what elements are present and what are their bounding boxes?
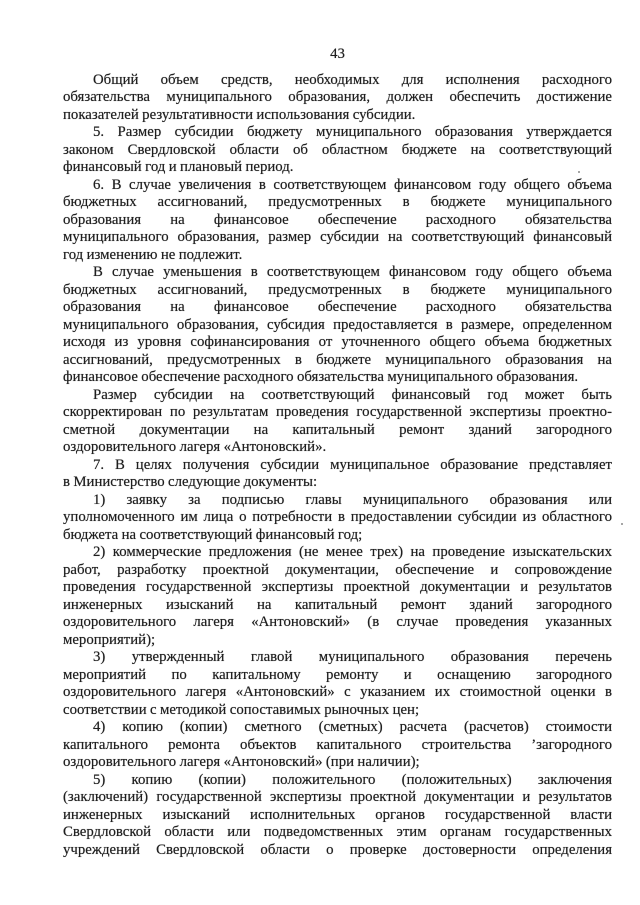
text-line: муниципального образования, размер субсидии на соответствующий финансовый	[63, 229, 612, 245]
paragraph	[63, 492, 612, 545]
text-line: исходя из уровня софинансирования от уточненного общего объема бюджетных	[63, 334, 612, 350]
document-body	[63, 72, 612, 860]
page-number: 43	[330, 46, 345, 62]
text-line: работ, разработку проектной документации, обеспечение и сопровождение	[63, 561, 612, 578]
text-line: муниципального образования, субсидия предоставляется в размере, определенном	[63, 316, 612, 333]
text-line: 6. В случае увеличения в соответствующем финансовом году общего объема	[93, 176, 612, 193]
text-line: В случае уменьшения в соответствующем финансовом году общего объема	[93, 264, 612, 280]
paragraph	[63, 772, 612, 860]
text-line: (заключений) государственной экспертизы проектной документации и результатов	[63, 789, 612, 805]
text-line: финансовое обеспечение расходного обязательства муниципального образования.	[63, 369, 579, 385]
text-line: показателей результативности использования субсидии.	[63, 106, 416, 123]
scan-speck	[578, 171, 580, 173]
text-line: 3) утвержденный главой муниципального образования перечень	[93, 649, 612, 665]
paragraph	[63, 544, 612, 649]
text-line: мероприятий по капитальному ремонту и оснащению загородного	[63, 666, 612, 683]
text-line: год изменению не подлежит.	[63, 246, 243, 263]
text-line: образования на финансовое обеспечение расходного обязательства	[63, 299, 612, 315]
text-line: оздоровительного лагеря «Антоновский».	[63, 439, 327, 455]
text-block	[63, 46, 612, 859]
text-line: 1) заявку за подписью главы муниципального образования или	[93, 491, 612, 508]
scan-speck	[621, 523, 623, 525]
text-line: оздоровительного лагеря «Антоновский» с указанием их стоимостной оценки в	[63, 684, 612, 700]
text-line: Общий объем средств, необходимых для исполнения расходного	[93, 71, 612, 88]
text-line: в Министерство следующие документы:	[63, 474, 318, 490]
paragraph	[63, 457, 612, 492]
text-line: оздоровительного лагеря «Антоновский» (в случае проведения указанных	[63, 614, 612, 630]
text-line: соответствии с методикой сопоставимых рыночных цен;	[63, 701, 420, 718]
text-line: инженерных изысканий исполнительных органов государственной власти	[63, 806, 612, 823]
text-line: 5. Размер субсидии бюджету муниципального образования утверждается	[93, 124, 612, 140]
text-line: 4) копию (копии) сметного (сметных) расчета (расчетов) стоимости	[93, 719, 612, 735]
paragraph	[63, 264, 612, 387]
text-line: бюджетных ассигнований, предусмотренных в бюджете муниципального	[63, 281, 612, 298]
text-line: 7. В целях получения субсидии муниципальное образование представляет	[93, 456, 612, 473]
paragraph	[63, 177, 612, 265]
text-line: бюджета на соответствующий финансовый год;	[63, 526, 363, 543]
text-line: Размер субсидии на соответствующий финансовый год может быть	[93, 386, 612, 403]
text-line: образования на финансовое обеспечение расходного обязательства	[63, 211, 612, 228]
text-line: оздоровительного лагеря «Антоновский» (при наличии);	[63, 754, 420, 770]
text-line: 5) копию (копии) положительного (положительных) заключения	[93, 771, 612, 788]
text-line: капитального ремонта объектов капитального строительства ’загородного	[63, 736, 612, 753]
text-line: инженерных изысканий на капитальный ремонт зданий загородного	[63, 596, 612, 613]
text-line: учреждений Свердловской области о проверке достоверности определения	[63, 841, 612, 858]
text-line: сметной документации на капитальный ремонт зданий загородного	[63, 421, 612, 438]
text-line: скорректирован по результатам проведения государственной экспертизы проектно-	[63, 404, 612, 420]
paragraph	[63, 72, 612, 125]
text-line: Свердловской области или подведомственных этим органам государственных	[63, 824, 612, 840]
text-line: ассигнований, предусмотренных в бюджете муниципального образования на	[63, 351, 612, 368]
paragraph	[63, 649, 612, 719]
text-line: законом Свердловской области об областном бюджете на соответствующий	[63, 141, 612, 158]
text-line: бюджетных ассигнований, предусмотренных в бюджете муниципального	[63, 194, 612, 210]
paragraph	[63, 124, 612, 177]
text-line: уполномоченного им лица о потребности в предоставлении субсидии из областного	[63, 509, 612, 525]
text-line: мероприятий);	[63, 631, 156, 648]
paragraph	[63, 719, 612, 772]
paragraph	[63, 387, 612, 457]
text-line: обязательства муниципального образования, должен обеспечить достижение	[63, 89, 612, 105]
text-line: 2) коммерческие предложения (не менее трех) на проведение изыскательских	[93, 544, 612, 560]
text-line: проведения государственной экспертизы проектной документации и результатов	[63, 579, 612, 595]
text-line: финансовый год и плановый период.	[63, 159, 294, 175]
